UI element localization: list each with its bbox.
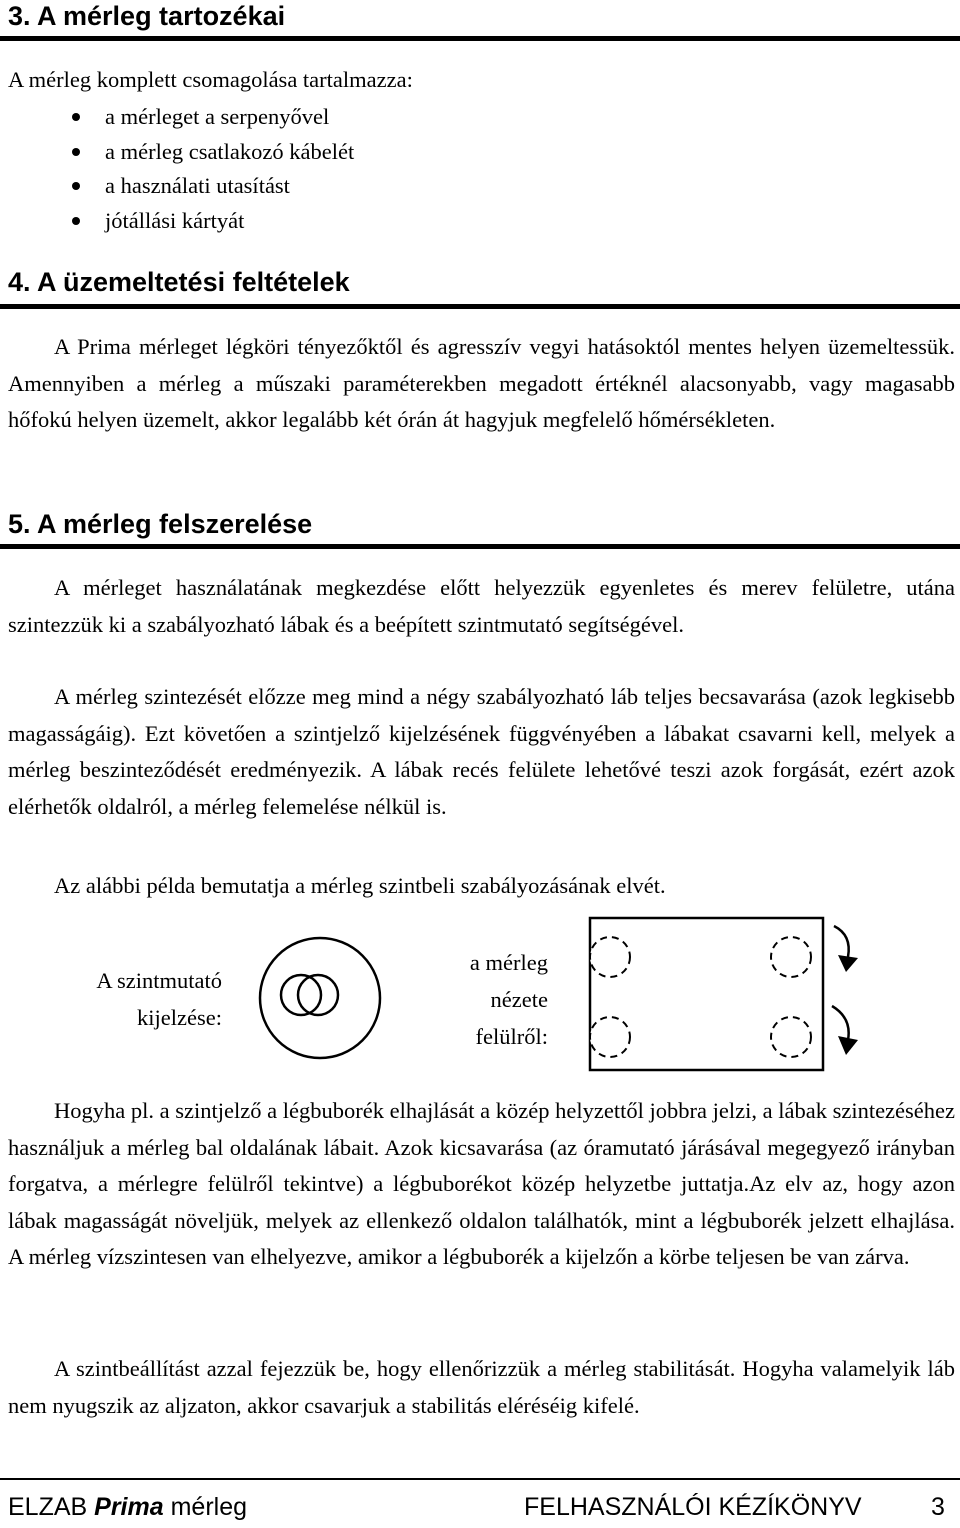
section-3-title: 3. A mérleg tartozékai [8,1,286,31]
foot-back-right [771,1017,811,1057]
rotation-arrow-icon [834,926,849,957]
footer-manual-title: FELHASZNÁLÓI KÉZÍKÖNYV [524,1493,862,1521]
footer-product-name: Prima [94,1493,164,1521]
section-5-paragraph-4: Hogyha pl. a szintjelző a légbuborék elhajlását a közép helyzettől jobbra jelzi, a lábak szintezéséhez használjuk a mérleg bal oldalának lábait. Azok kicsavarása (az óramutató járásával megegyező irányban forgatva, a mérlegre felülről tekintve) a légbuborékot közép helyzetbe juttatja.Az elv az, hogy azon lábak magasságát növeljük, melyek az ellenkező oldalon találhatók, mint a légbuborék jelzett elhajlása. A mérleg vízszintesen van elhelyezve, amikor a légbuborék a kijelzőn a körbe teljesen be van zárva. [8,1098,955,1269]
arrowhead-icon [838,1036,858,1055]
rotation-arrow-icon [832,1006,849,1040]
section-3-intro: A mérleg komplett csomagolása tartalmazza: [8,67,413,92]
top-view-label-line-1: a mérleg [469,950,548,975]
list-item: jótállási kártyát [0,204,354,239]
section-5-paragraph-5: A szintbeállítást azzal fejezzük be, hogy ellenőrizzük a mérleg stabilitását. Hogyha valamelyik láb nem nyugszik az aljzaton, akkor csavarjuk a stabilitás eléréséig kifelé. [8,1356,955,1418]
section-5-title: 5. A mérleg felszerelése [8,509,313,539]
footer-rule [0,1478,960,1480]
foot-front-right [771,937,811,977]
arrowhead-icon [838,955,858,972]
top-view-label-line-2: nézete [490,987,548,1012]
footer-product-suffix: mérleg [170,1493,248,1521]
level-indicator-label-line-2: kijelzése: [137,1005,222,1030]
page-number: 3 [931,1493,945,1521]
list-item: a mérleget a serpenyővel [0,100,354,135]
foot-front-left [590,937,630,977]
level-indicator-label-line-1: A szintmutató [96,968,222,993]
section-5-paragraph-2: A mérleg szintezését előzze meg mind a négy szabályozható láb teljes becsavarása (azok legkisebb magasságáig). Ezt követően a szintjelző kijelzésének függvényében a lábakat csavarni kell, melyek a mérleg beszinteződését eredményezik. A lábak recés felülete lehetővé teszi azok forgását, ezért azok elérhetők oldalról, a mérleg felemelése nélkül is. [8,684,955,819]
section-4-title: 4. A üzemeltetési feltételek [8,267,350,297]
section-5-paragraph-3: Az alábbi példa bemutatja a mérleg szintbeli szabályozásának elvét. [54,873,666,898]
air-bubble-circle [298,975,338,1015]
level-target-circle [281,975,321,1015]
footer-brand: ELZAB [8,1493,88,1521]
list-item: a mérleg csatlakozó kábelét [0,135,354,170]
section-4-body: A Prima mérleget légköri tényezőktől és agresszív vegyi hatásoktól mentes helyen üzemeltessük. Amennyiben a mérleg a műszaki paraméterekben megadott értéknél alacsonyabb, vagy magasabb hőfokú helyen üzemelt, akkor legalább két órán át hagyjuk megfelelő hőmérsékleten. [8,334,955,432]
section-5-paragraph-1: A mérleget használatának megkezdése előtt helyezzük egyenletes és merev felületre, utána szintezzük ki a szabályozható lábak és a beépített szintmutató segítségével. [8,575,955,637]
foot-back-left [590,1017,630,1057]
list-item: a használati utasítást [0,169,354,204]
top-view-label-line-3: felülről: [475,1024,548,1049]
footer-product [8,1492,247,1522]
